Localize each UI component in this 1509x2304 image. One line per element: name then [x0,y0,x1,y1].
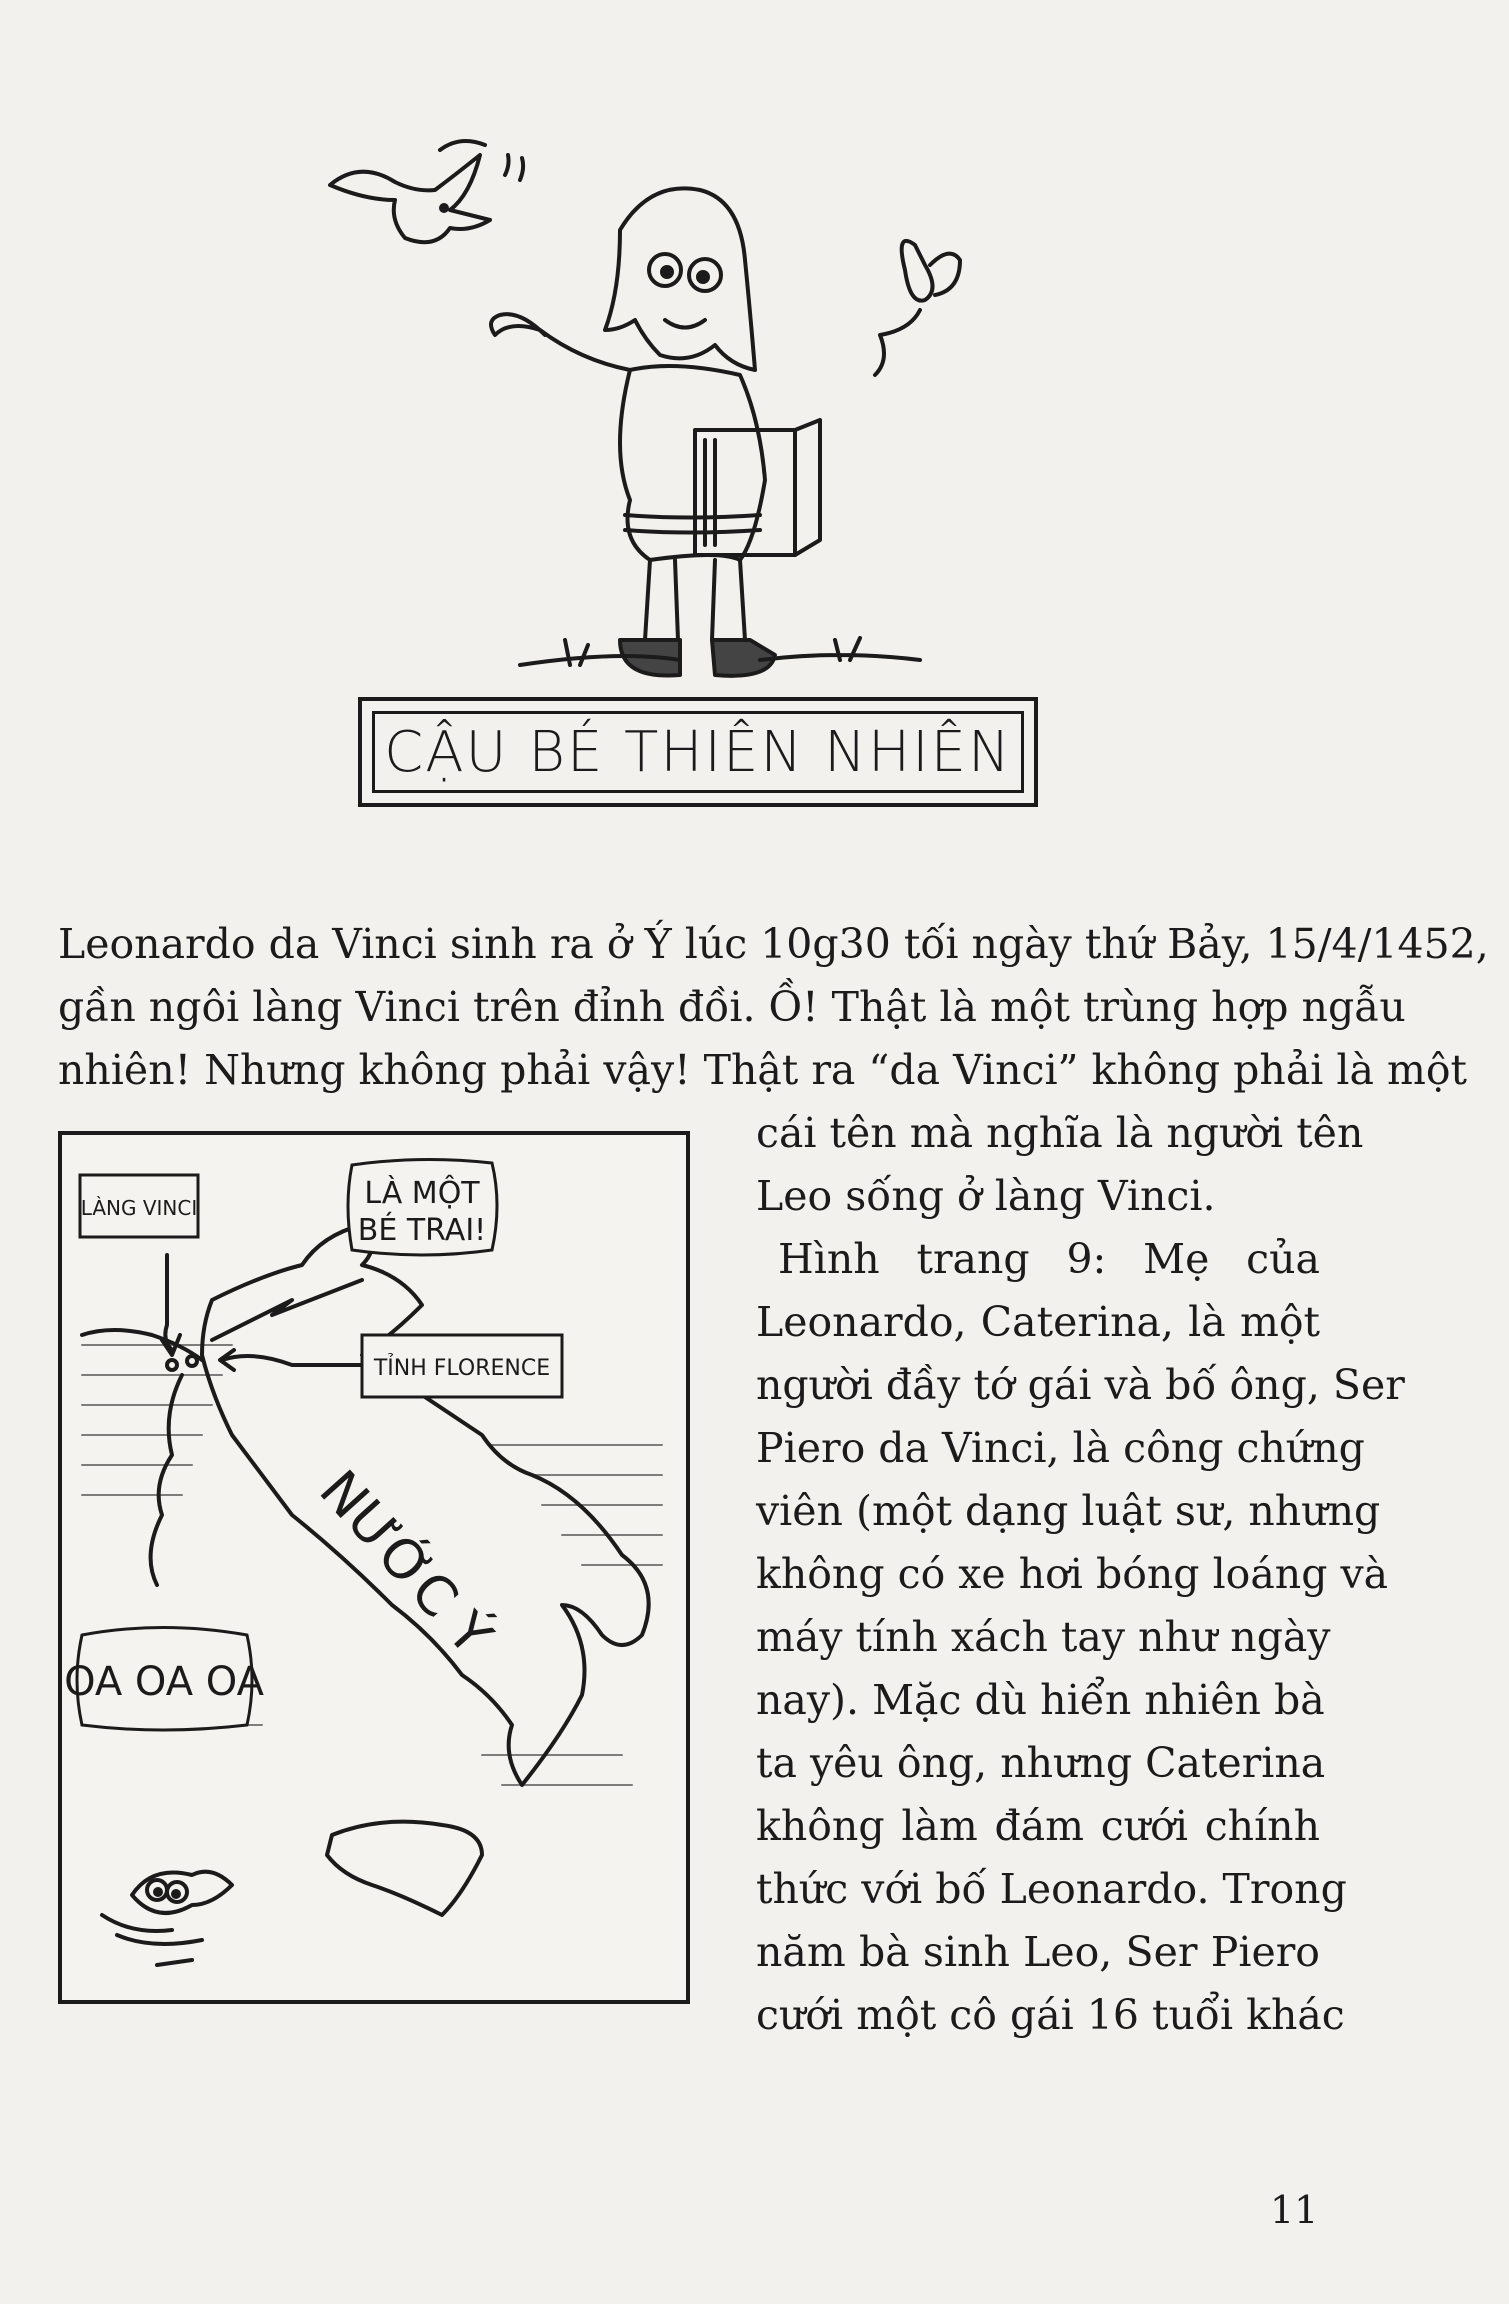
book-icon [695,430,795,555]
paragraph-parents [756,1228,1405,2047]
cry-text: OA OA OA [64,1659,264,1705]
text-line: không có xe hơi bóng loáng và [756,1550,1389,1598]
chapter-title-box [358,697,1038,807]
paragraph-intro [58,913,1489,1102]
fish-icon [102,1872,232,1965]
text-line: gần ngôi làng Vinci trên đỉnh đồi. Ồ! Thật là một trùng hợp ngẫu [58,983,1406,1031]
label-florence: TỈNH FLORENCE [373,1356,551,1381]
text-line: người đầy tớ gái và bố ông, Ser [756,1361,1405,1409]
text-line: thức với bố Leonardo. Trong [756,1865,1347,1913]
text-line: Leonardo da Vinci sinh ra ở Ý lúc 10g30 tối ngày thứ Bảy, 15/4/1452, [58,920,1489,968]
text-line: nay). Mặc dù hiển nhiên bà [756,1676,1325,1724]
hero-illustration [320,120,960,700]
text-line: máy tính xách tay như ngày [756,1613,1331,1661]
italy-outline [202,1225,649,1785]
text-line: năm bà sinh Leo, Ser Piero [756,1928,1320,1976]
text-line: Leonardo, Caterina, là một [756,1298,1320,1346]
text-line: Piero da Vinci, là công chứng [756,1424,1365,1472]
boy-head [605,188,755,370]
label-vinci-box [80,1175,198,1237]
text-line: Leo sống ở làng Vinci. [756,1172,1216,1220]
sicily-outline [327,1822,482,1915]
label-florence-box [362,1335,562,1397]
text-line: Hình trang 9: Mẹ của [778,1235,1320,1283]
text-line: viên (một dạng luật sư, nhưng [756,1487,1381,1535]
page-number: 11 [1270,2188,1319,2232]
text-line: cái tên mà nghĩa là người tên [756,1109,1364,1157]
arrow-to-vinci [165,1255,172,1350]
italy-map-illustration [58,1131,690,2004]
butterfly-icon [875,241,960,375]
arrow-to-florence [222,1356,362,1365]
label-vinci: LÀNG VINCI [80,1196,198,1220]
cry-bubble [64,1628,265,1731]
text-line: cưới một cô gái 16 tuổi khác [756,1991,1345,2039]
paragraph-intro-continued [756,1102,1364,1228]
bird-icon [330,141,523,242]
italy-map-drawing [62,1135,686,2000]
chapter-title: CẬU BÉ THIÊN NHIÊN [372,711,1024,793]
country-label: NƯỚC Ý [307,1458,505,1667]
boy-speech-bubble [348,1159,497,1255]
bubble-boy-line1: LÀ MỘT [364,1176,480,1211]
text-line: không làm đám cưới chính [756,1802,1320,1850]
text-line: ta yêu ông, nhưng Caterina [756,1739,1326,1787]
text-line: nhiên! Nhưng không phải vậy! Thật ra “da Vinci” không phải là một [58,1046,1468,1094]
boy-body [491,314,820,676]
bubble-boy-line2: BÉ TRAI! [357,1213,487,1248]
